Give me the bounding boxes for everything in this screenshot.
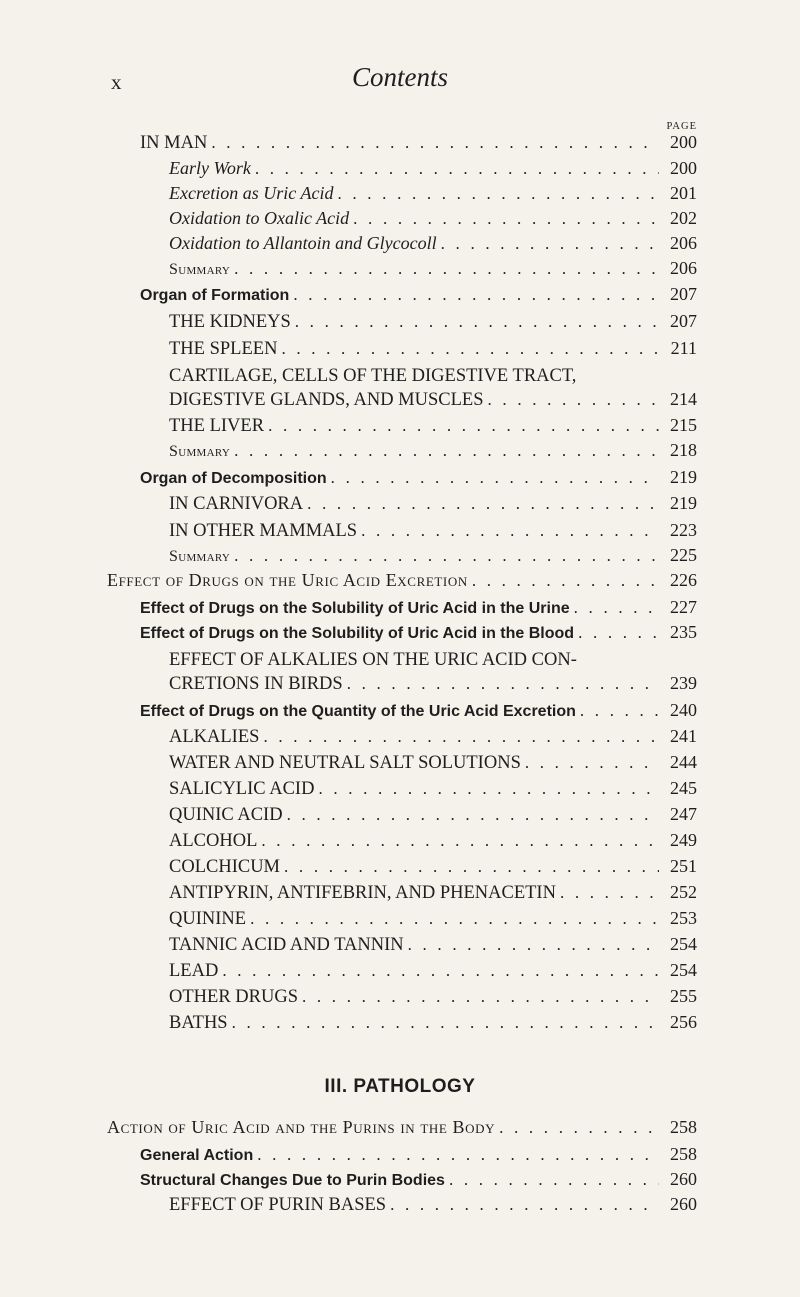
toc-entry-page: 240: [670, 700, 697, 720]
toc-entry-title: THE SPLEEN: [169, 339, 278, 359]
toc-entry: [0, 520, 800, 546]
toc-entry-page: 200: [670, 132, 697, 152]
toc-entry-page: 202: [670, 208, 697, 228]
toc-entry-title: Effect of Drugs on the Quantity of the Uric Acid Excretion: [140, 703, 576, 720]
toc-entry-title: Summary: [169, 261, 231, 278]
toc-entry-page: 214: [670, 389, 697, 409]
toc-entry-title: OTHER DRUGS: [169, 987, 298, 1007]
toc-entry-title: General Action: [140, 1147, 254, 1164]
toc-entry-title: EFFECT OF ALKALIES ON THE URIC ACID CON-: [169, 650, 577, 670]
toc-entry-page: 206: [670, 233, 697, 253]
toc-entry-page: 226: [670, 570, 697, 590]
toc-entry-title: DIGESTIVE GLANDS, AND MUSCLES: [169, 390, 484, 410]
toc-entry: [0, 960, 800, 986]
toc-entry: [0, 1194, 800, 1220]
toc-entry-title: TANNIC ACID AND TANNIN: [169, 935, 404, 955]
toc-entry-title: LEAD: [169, 961, 219, 981]
running-title: Contents: [351, 62, 448, 92]
toc-entry: [0, 233, 800, 259]
toc-entry-page: 201: [670, 183, 697, 203]
toc-entry-page: 244: [670, 752, 697, 772]
toc-entry-title: THE LIVER: [169, 416, 265, 436]
toc-entry-page: 200: [670, 158, 697, 178]
toc-entry: [0, 338, 800, 364]
toc-entry: [0, 1144, 800, 1170]
toc-entry-title: Summary: [169, 548, 231, 565]
page-folio: x: [111, 70, 122, 94]
toc-entry-page: 245: [670, 778, 697, 798]
toc-entry-title: CARTILAGE, CELLS OF THE DIGESTIVE TRACT,: [169, 366, 577, 386]
toc-entry-title: Organ of Decomposition: [140, 470, 327, 487]
toc-entry-page: 247: [670, 804, 697, 824]
toc-entry-page: 215: [670, 415, 697, 435]
toc-entry: [0, 545, 800, 571]
toc-entry: [0, 622, 800, 648]
toc-entry-page: 258: [670, 1144, 697, 1164]
toc-entry-page: 211: [670, 338, 697, 358]
toc-entry-page: 256: [670, 1012, 697, 1032]
toc-entry-title: ALKALIES: [169, 727, 260, 747]
toc-entry: [0, 1169, 800, 1195]
toc-entry-page: 207: [670, 311, 697, 331]
toc-entry: [0, 183, 800, 209]
toc-entry: [0, 882, 800, 908]
toc-entry: [0, 700, 800, 726]
toc-entry-page: 260: [670, 1169, 697, 1189]
toc-entry-title: Effect of Drugs on the Solubility of Uric Acid in the Urine: [140, 600, 570, 617]
running-header: [0, 62, 800, 102]
toc-entry-page: 218: [670, 440, 697, 460]
toc-entry-page: 239: [670, 673, 697, 693]
toc-entry-page: 225: [670, 545, 697, 565]
toc-entry-page: 254: [670, 960, 697, 980]
toc-entry-title: QUINIC ACID: [169, 805, 283, 825]
toc-entry-title: SALICYLIC ACID: [169, 779, 315, 799]
toc-entry: [0, 389, 800, 415]
toc-entry: [0, 752, 800, 778]
toc-entry-title: Structural Changes Due to Purin Bodies: [140, 1172, 445, 1189]
toc-entry-title: THE KIDNEYS: [169, 312, 291, 332]
toc-entry-page: 223: [670, 520, 697, 540]
toc-entry-title: ALCOHOL: [169, 831, 258, 851]
toc-entry: [0, 415, 800, 441]
toc-entry-title: Excretion as Uric Acid: [169, 183, 334, 203]
toc-entry-page: 252: [670, 882, 697, 902]
toc-entry-page: 227: [670, 597, 697, 617]
toc-entry-title: QUININE: [169, 909, 247, 929]
page-column-label: PAGE: [666, 121, 697, 132]
toc-entry: [0, 570, 800, 596]
toc-entry-title: IN OTHER MAMMALS: [169, 521, 358, 541]
toc-entry-title: COLCHICUM: [169, 857, 281, 877]
toc-entry-page: 260: [670, 1194, 697, 1214]
toc-entry: [0, 830, 800, 856]
toc-entry-title: WATER AND NEUTRAL SALT SOLUTIONS: [169, 753, 521, 773]
toc-entry-page: 253: [670, 908, 697, 928]
toc-entry-page: 251: [670, 856, 697, 876]
toc-entry: [0, 208, 800, 234]
toc-entry-title: Early Work: [169, 158, 251, 178]
toc-entry: [0, 132, 800, 158]
toc-entry-page: 235: [670, 622, 697, 642]
toc-entry-page: 258: [670, 1117, 697, 1137]
toc-entry: [0, 856, 800, 882]
toc-entry: [0, 258, 800, 284]
toc-entry-title: ANTIPYRIN, ANTIFEBRIN, AND PHENACETIN: [169, 883, 556, 903]
toc-entry: [0, 1012, 800, 1038]
toc-entry: [0, 1117, 800, 1143]
toc-entry-page: 255: [670, 986, 697, 1006]
toc-entry-page: 241: [670, 726, 697, 746]
toc-entry: [0, 934, 800, 960]
toc-entry-title: Effect of Drugs on the Solubility of Uric Acid in the Blood: [140, 625, 575, 642]
toc-entry: [0, 673, 800, 699]
toc-entry: [0, 493, 800, 519]
toc-entry: [0, 804, 800, 830]
toc-entry: [0, 986, 800, 1012]
toc-entry-title: Summary: [169, 443, 231, 460]
toc-entry: [0, 726, 800, 752]
toc-entry: [0, 440, 800, 466]
toc-entry-page: 249: [670, 830, 697, 850]
toc-entry-title: Organ of Formation: [140, 287, 290, 304]
toc-entry: [0, 908, 800, 934]
toc-entry-page: 207: [670, 284, 697, 304]
toc-entry-title: IN CARNIVORA: [169, 494, 304, 514]
toc-entry-page: 219: [670, 493, 697, 513]
toc-entry-title: Action of Uric Acid and the Purins in the Body: [107, 1117, 496, 1137]
toc-entry: [0, 284, 800, 310]
toc-entry: [0, 778, 800, 804]
toc-entry-page: 219: [670, 467, 697, 487]
toc-entry-page: 206: [670, 258, 697, 278]
toc-entry-title: CRETIONS IN BIRDS: [169, 674, 343, 694]
toc-entry: [0, 597, 800, 623]
toc-entry-page: 254: [670, 934, 697, 954]
toc-entry-title: EFFECT OF PURIN BASES: [169, 1195, 387, 1215]
toc-entry-title: Oxidation to Oxalic Acid: [169, 208, 350, 228]
toc-entry: [0, 158, 800, 184]
toc-entry-title: Oxidation to Allantoin and Glycocoll: [169, 233, 437, 253]
toc-entry-title: IN MAN: [140, 133, 208, 153]
toc-entry-title: Effect of Drugs on the Uric Acid Excretion: [107, 570, 468, 590]
toc-entry: [0, 311, 800, 337]
section-heading: III. PATHOLOGY: [324, 1076, 476, 1097]
toc-entry: [0, 467, 800, 493]
toc-entry-title: BATHS: [169, 1013, 228, 1033]
